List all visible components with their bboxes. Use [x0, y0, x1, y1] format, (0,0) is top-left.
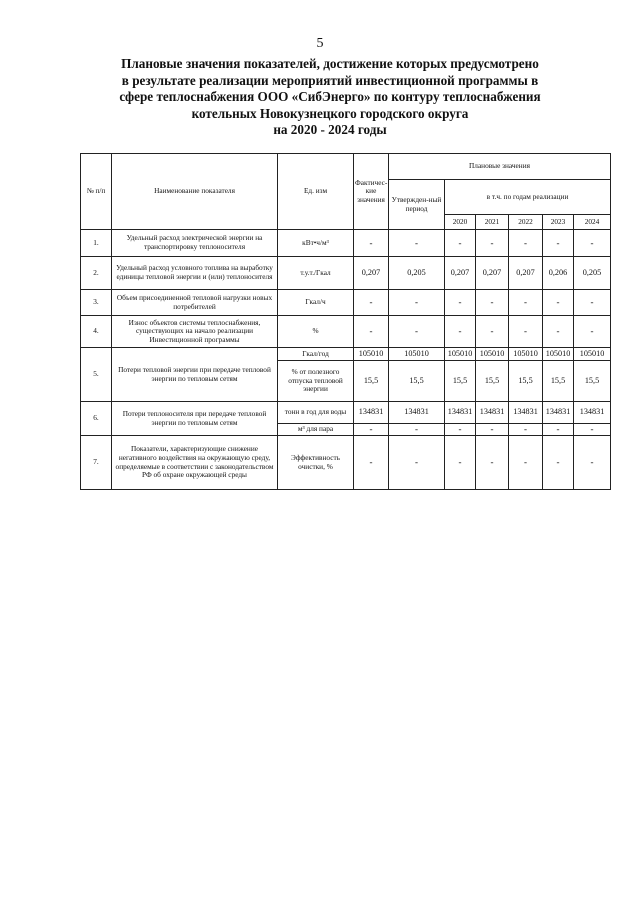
row-num: 6.: [81, 402, 112, 436]
header-year: 2024: [574, 215, 611, 230]
row-year-value: 105010: [574, 348, 611, 361]
row-year-value: -: [543, 436, 574, 490]
row-actual: 134831: [354, 402, 389, 424]
row-year-value: 0,207: [476, 257, 509, 290]
row-unit: Эффективность очистки, %: [278, 436, 354, 490]
row-unit: кВт•ч/м³: [278, 230, 354, 257]
row-year-value: 15,5: [543, 361, 574, 402]
document-title: [80, 56, 580, 139]
header-name: Наименование показателя: [112, 154, 278, 230]
row-year-value: 105010: [543, 348, 574, 361]
row-year-value: -: [509, 290, 543, 316]
row-actual: -: [354, 316, 389, 348]
table-row: [81, 230, 611, 257]
row-unit: м³ для пара: [278, 424, 354, 436]
row-name: Потери теплоносителя при передаче тепловой энергии по тепловым сетям: [112, 402, 278, 436]
row-year-value: 0,207: [509, 257, 543, 290]
row-year-value: 15,5: [445, 361, 476, 402]
row-year-value: -: [445, 230, 476, 257]
row-unit: Гкал/ч: [278, 290, 354, 316]
row-year-value: 15,5: [476, 361, 509, 402]
row-year-value: -: [476, 424, 509, 436]
row-name: Удельный расход условного топлива на выработку единицы тепловой энергии и (или) теплоносителя: [112, 257, 278, 290]
row-approved: 0,205: [389, 257, 445, 290]
row-year-value: -: [543, 316, 574, 348]
header-year: 2020: [445, 215, 476, 230]
table-row: [81, 402, 611, 424]
row-year-value: 0,205: [574, 257, 611, 290]
title-line: на 2020 - 2024 годы: [273, 122, 387, 138]
row-year-value: -: [509, 436, 543, 490]
row-year-value: 134831: [445, 402, 476, 424]
row-name: Показатели, характеризующие снижение негативного воздействия на окружающую среду, определяемые в соответствии с законодательством РФ об охране окружающей среды: [112, 436, 278, 490]
row-unit: %: [278, 316, 354, 348]
header-year: 2022: [509, 215, 543, 230]
row-year-value: -: [574, 290, 611, 316]
row-year-value: 0,206: [543, 257, 574, 290]
row-year-value: 134831: [574, 402, 611, 424]
table-row: [81, 348, 611, 361]
row-actual: 105010: [354, 348, 389, 361]
table-row: [81, 316, 611, 348]
row-num: 4.: [81, 316, 112, 348]
row-year-value: 105010: [509, 348, 543, 361]
row-unit: % от полезного отпуска тепловой энергии: [278, 361, 354, 402]
title-line: котельных Новокузнецкого городского округа: [191, 105, 469, 121]
row-num: 3.: [81, 290, 112, 316]
row-year-value: -: [476, 316, 509, 348]
row-approved: 134831: [389, 402, 445, 424]
row-year-value: 0,207: [445, 257, 476, 290]
row-num: 7.: [81, 436, 112, 490]
row-actual: -: [354, 290, 389, 316]
header-approved: Утвержден-ный период: [389, 180, 445, 230]
table-row: [81, 290, 611, 316]
row-year-value: -: [574, 230, 611, 257]
row-year-value: 134831: [476, 402, 509, 424]
row-approved: 105010: [389, 348, 445, 361]
row-year-value: -: [509, 424, 543, 436]
title-line: Плановые значения показателей, достижение которых предусмотрено: [121, 56, 539, 71]
row-actual: -: [354, 230, 389, 257]
row-actual: 15,5: [354, 361, 389, 402]
header-unit: Ед. изм: [278, 154, 354, 230]
row-approved: 15,5: [389, 361, 445, 402]
row-year-value: -: [476, 230, 509, 257]
header-year: 2021: [476, 215, 509, 230]
table-row: [81, 257, 611, 290]
row-year-value: -: [445, 436, 476, 490]
row-year-value: -: [476, 290, 509, 316]
row-num: 1.: [81, 230, 112, 257]
table-row: [81, 436, 611, 490]
row-unit: тонн в год для воды: [278, 402, 354, 424]
row-year-value: -: [476, 436, 509, 490]
row-num: 5.: [81, 348, 112, 402]
header-year: 2023: [543, 215, 574, 230]
row-year-value: -: [543, 290, 574, 316]
row-name: Удельный расход электрической энергии на транспортировку теплоносителя: [112, 230, 278, 257]
row-approved: -: [389, 290, 445, 316]
row-year-value: -: [574, 436, 611, 490]
row-actual: -: [354, 424, 389, 436]
row-year-value: -: [543, 230, 574, 257]
row-year-value: -: [445, 316, 476, 348]
title-line: в результате реализации мероприятий инвестиционной программы в: [121, 72, 539, 88]
row-approved: -: [389, 436, 445, 490]
title-line: сфере теплоснабжения ООО «СибЭнерго» по контуру теплоснабжения: [119, 89, 541, 105]
row-approved: -: [389, 424, 445, 436]
row-actual: -: [354, 436, 389, 490]
row-year-value: 134831: [543, 402, 574, 424]
header-actual: Фактичес-кие значения: [354, 154, 389, 230]
row-year-value: -: [445, 424, 476, 436]
header-num: № п/п: [81, 154, 112, 230]
row-year-value: -: [574, 424, 611, 436]
row-year-value: 15,5: [509, 361, 543, 402]
row-year-value: -: [445, 290, 476, 316]
page-number: 5: [316, 36, 324, 51]
header-planned: Плановые значения: [389, 154, 611, 180]
row-name: Износ объектов системы теплоснабжения, существующих на начало реализации Инвестиционной программы: [112, 316, 278, 348]
row-year-value: 105010: [445, 348, 476, 361]
row-name: Объем присоединенной тепловой нагрузки новых потребителей: [112, 290, 278, 316]
row-year-value: 15,5: [574, 361, 611, 402]
indicators-table: [80, 153, 611, 490]
row-approved: -: [389, 230, 445, 257]
row-name: Потери тепловой энергии при передаче тепловой энергии по тепловым сетям: [112, 348, 278, 402]
row-unit: Гкал/год: [278, 348, 354, 361]
row-year-value: 105010: [476, 348, 509, 361]
row-year-value: -: [509, 230, 543, 257]
row-year-value: -: [543, 424, 574, 436]
row-year-value: 134831: [509, 402, 543, 424]
row-num: 2.: [81, 257, 112, 290]
header-by-years: в т.ч. по годам реализации: [445, 180, 611, 215]
row-year-value: -: [574, 316, 611, 348]
row-approved: -: [389, 316, 445, 348]
row-unit: т.у.т./Гкал: [278, 257, 354, 290]
row-actual: 0,207: [354, 257, 389, 290]
row-year-value: -: [509, 316, 543, 348]
